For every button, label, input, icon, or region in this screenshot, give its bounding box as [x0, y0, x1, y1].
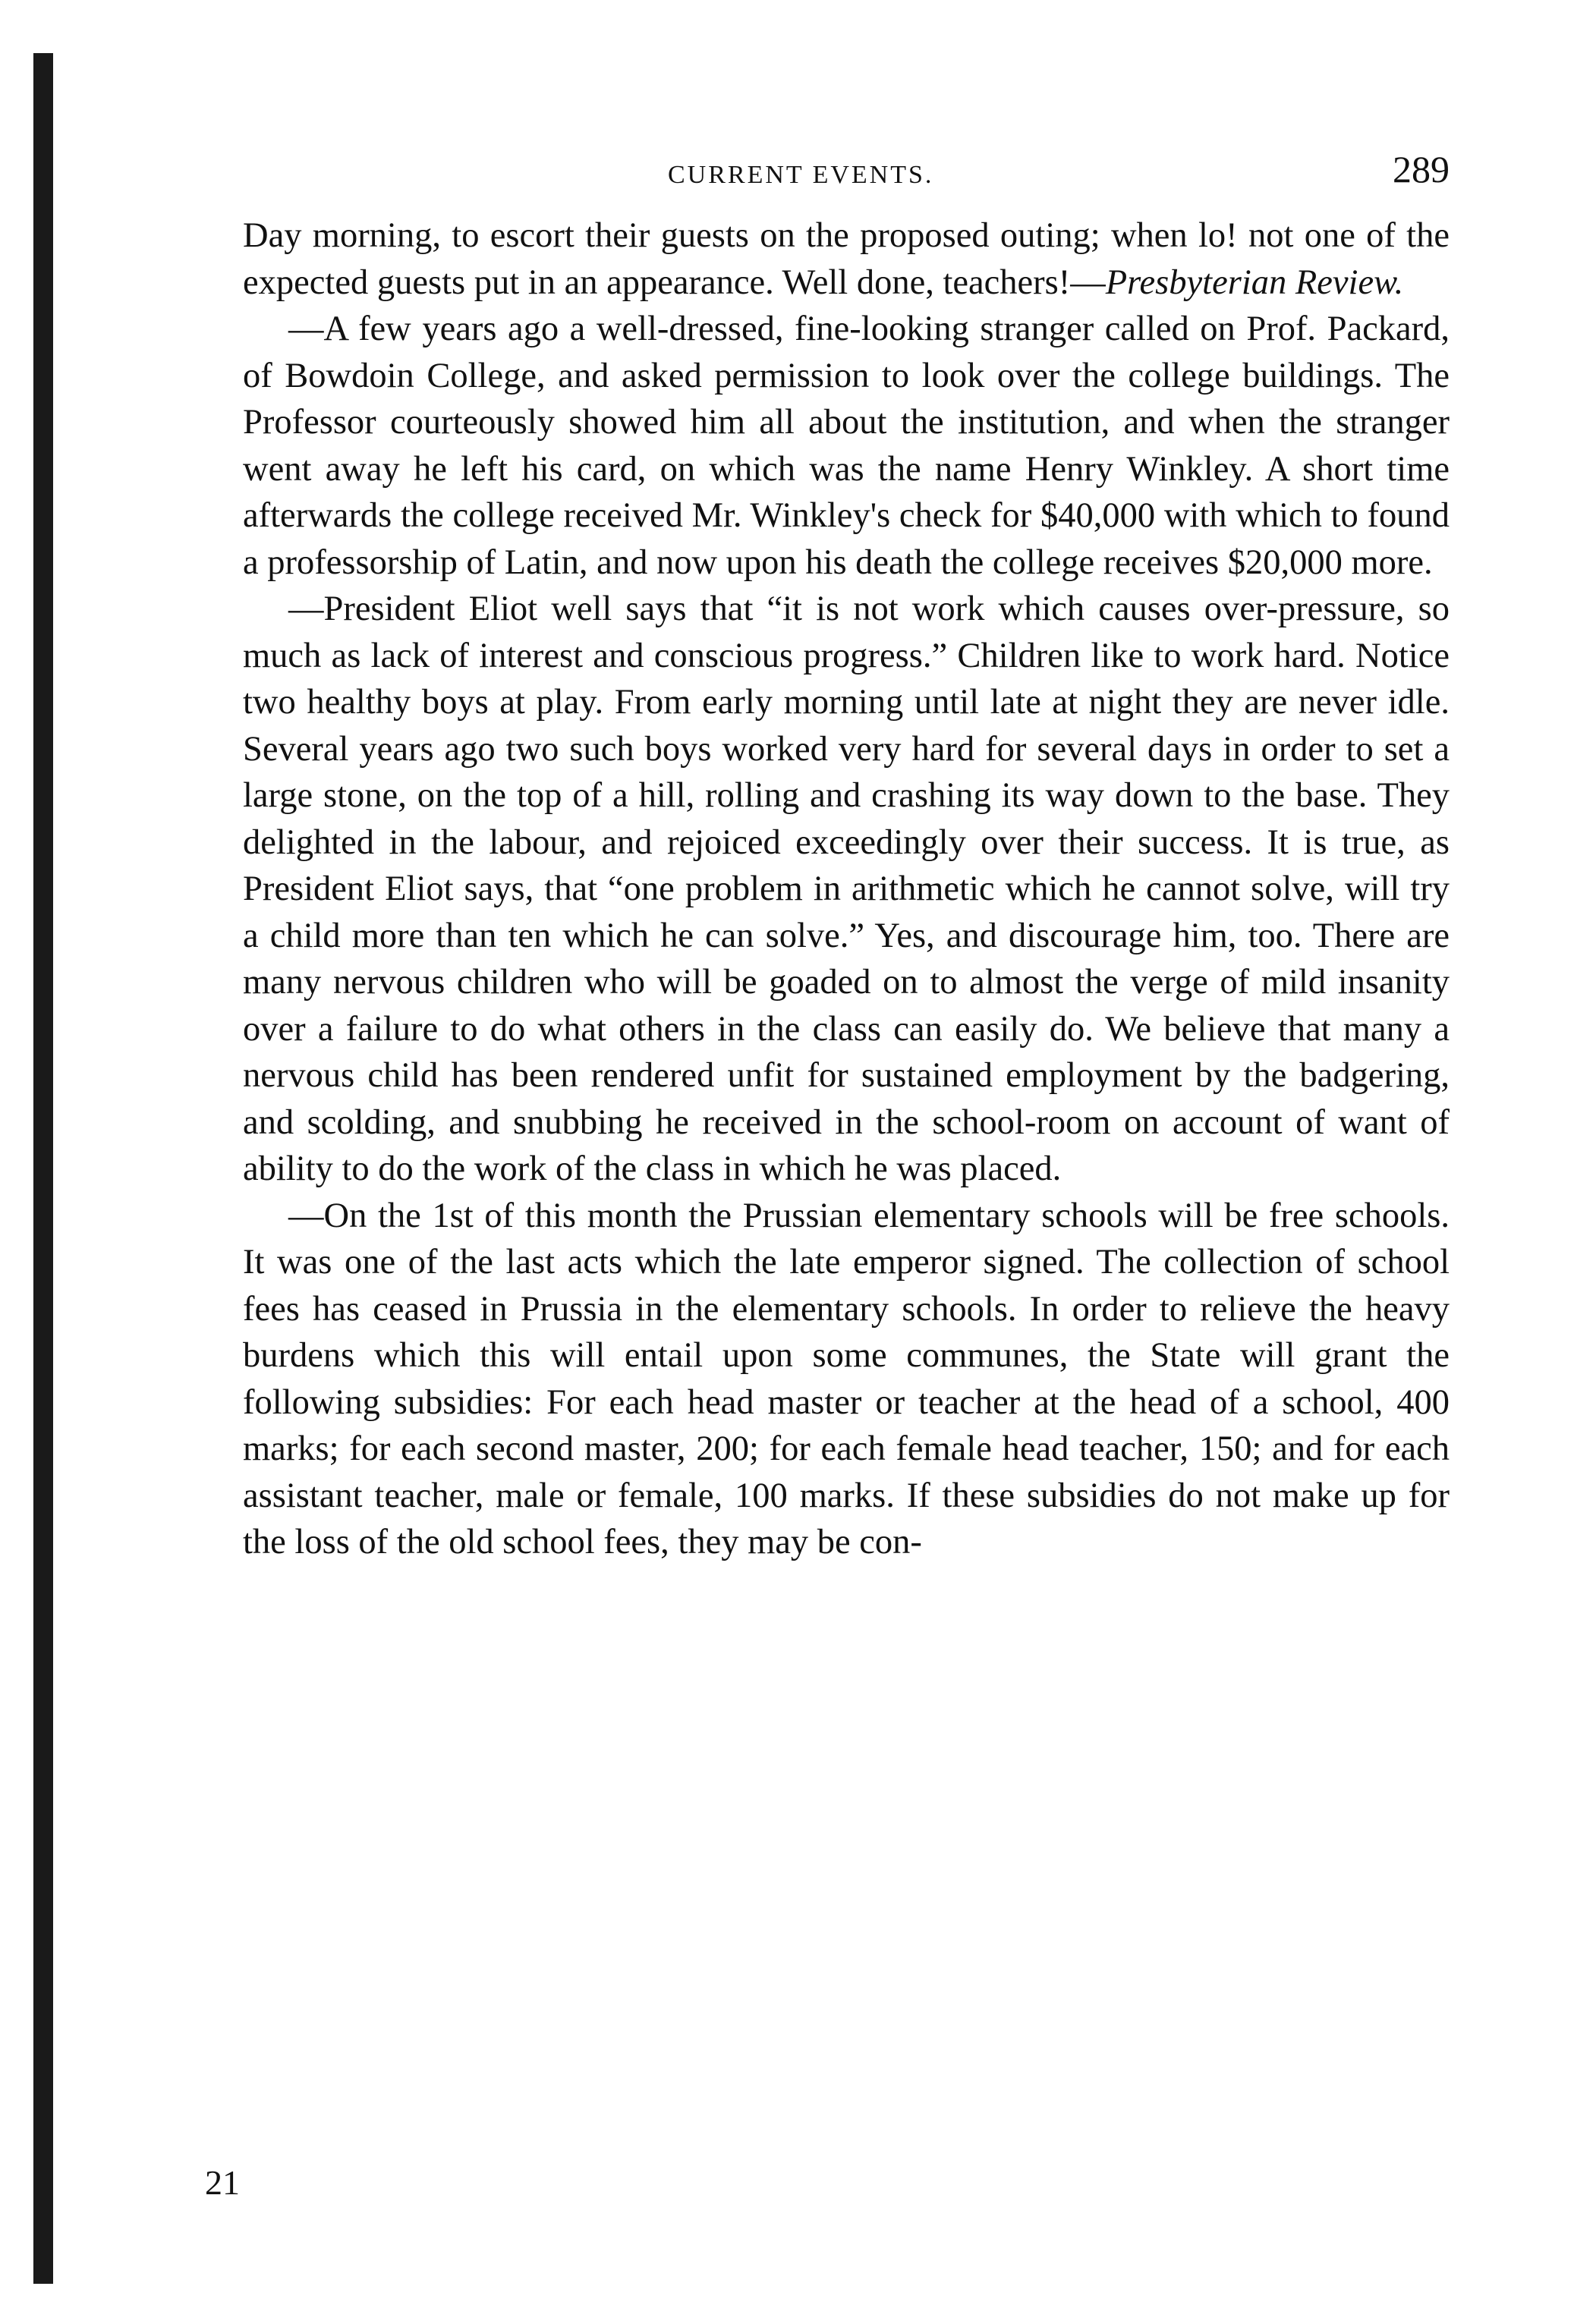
- paragraph-text: Day morning, to escort their guests on the proposed outing; when lo! not one of the expected guests put in an appearance. Well done, teachers!—: [243, 216, 1450, 302]
- paragraph-eliot: —President Eliot well says that “it is not work which causes over-pressure, so much as lack of interest and conscious progress.” Children like to work hard. Notice two healthy boys at play. From early morning until late at night they are never idle. Several years ago two such boys worked very hard for several days in order to set a large stone, on the top of a hill, rolling and crashing its way down to the base. They delighted in the labour, and rejoiced exceedingly over their success. It is true, as President Eliot says, that “one problem in arithmetic which he cannot solve, will try a child more than ten which he can solve.” Yes, and discourage him, too. There are many nervous children who will be goaded on to almost the verge of mild insanity over a failure to do what others in the class can easily do. We believe that many a nervous child has been rendered unfit for sustained employment by the badgering, and scolding, and snubbing he received in the school-room on account of want of ability to do the work of the class in which he was placed.: [243, 590, 1450, 1188]
- running-head: [243, 144, 1450, 212]
- paragraph-bowdoin: —A few years ago a well-dressed, fine-looking stranger called on Prof. Packard, of Bowdoin College, and asked permission to look over the college buildings. The Professor courteously showed him all about the institution, and when the stranger went away he left his card, on which was the name Henry Winkley. A short time afterwards the college received Mr. Winkley's check for $40,000 with which to found a professorship of Latin, and now upon his death the college receives $20,000 more.: [243, 310, 1450, 582]
- body-text: [243, 212, 1450, 1566]
- paragraph-continued: [243, 212, 1450, 306]
- page-number: 289: [1393, 148, 1450, 190]
- signature-mark: 21: [205, 2163, 240, 2202]
- book-page: [243, 144, 1450, 1566]
- running-title: CURRENT EVENTS.: [668, 161, 934, 189]
- source-citation: Presbyterian Review.: [1105, 263, 1404, 302]
- scan-edge-bar: [33, 53, 53, 2284]
- paragraph-prussia: —On the 1st of this month the Prussian elementary schools will be free schools. It was one of the last acts which the late emperor signed. The collection of school fees has ceased in Prussia in the elementary schools. In order to relieve the heavy burdens which this will entail upon some communes, the State will grant the following subsidies: For each head master or teacher at the head of a school, 400 marks; for each second master, 200; for each female head teacher, 150; and for each assistant teacher, male or female, 100 marks. If these subsidies do not make up for the loss of the old school fees, they may be con-: [243, 1196, 1450, 1561]
